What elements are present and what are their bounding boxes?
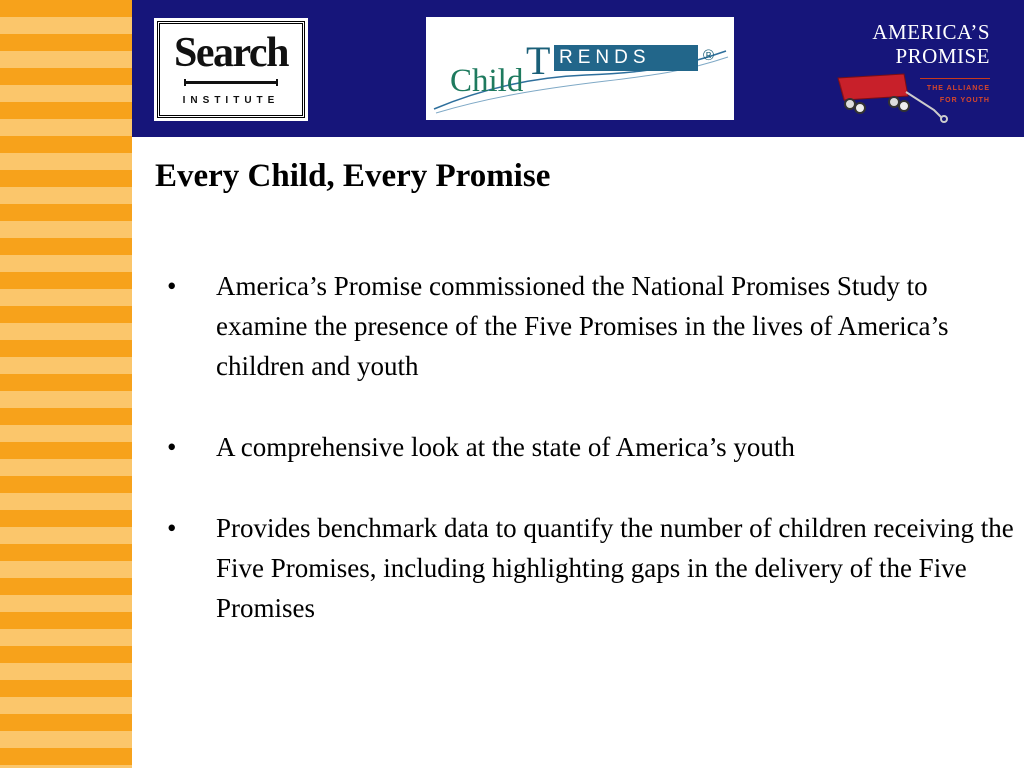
- bullet-item: [160, 427, 1020, 467]
- bullet-list: [160, 266, 1020, 669]
- bullet-item: [160, 266, 1020, 386]
- child-trends-logo: [426, 17, 734, 120]
- child-trends-logo-child: Child: [450, 63, 524, 99]
- search-institute-logo-rule: [184, 81, 278, 84]
- child-trends-logo-t: T: [526, 38, 551, 83]
- bullet-item: [160, 508, 1020, 628]
- child-trends-logo-rends: RENDS: [554, 45, 698, 71]
- americas-promise-logo-line2: PROMISE: [895, 44, 990, 68]
- bullet-text: Provides benchmark data to quantify the number of children receiving the Five Promises, including highlighting gaps in the delivery of the Five Promises: [216, 513, 1014, 623]
- bullet-text: America’s Promise commissioned the National Promises Study to examine the presence of the Five Promises in the lives of America’s children and youth: [216, 271, 949, 381]
- bullet-marker: •: [167, 432, 177, 462]
- americas-promise-logo-line1: AMERICA’S: [872, 20, 990, 44]
- search-institute-logo: [154, 18, 308, 121]
- child-trends-logo-registered: ®: [703, 47, 715, 64]
- bullet-marker: •: [167, 271, 177, 301]
- slide-title: Every Child, Every Promise: [155, 158, 551, 194]
- americas-promise-logo-tag1: THE ALLIANCE: [926, 85, 990, 92]
- striped-sidebar-decoration: [0, 0, 132, 768]
- bullet-marker: •: [167, 513, 177, 543]
- bullet-text: A comprehensive look at the state of America’s youth: [216, 432, 795, 462]
- search-institute-logo-word: Search: [174, 30, 288, 76]
- americas-promise-logo-tag2: FOR YOUTH: [939, 97, 990, 104]
- red-wagon-icon: [834, 70, 952, 128]
- americas-promise-logo: [832, 18, 1002, 128]
- search-institute-logo-sub: INSTITUTE: [182, 95, 280, 106]
